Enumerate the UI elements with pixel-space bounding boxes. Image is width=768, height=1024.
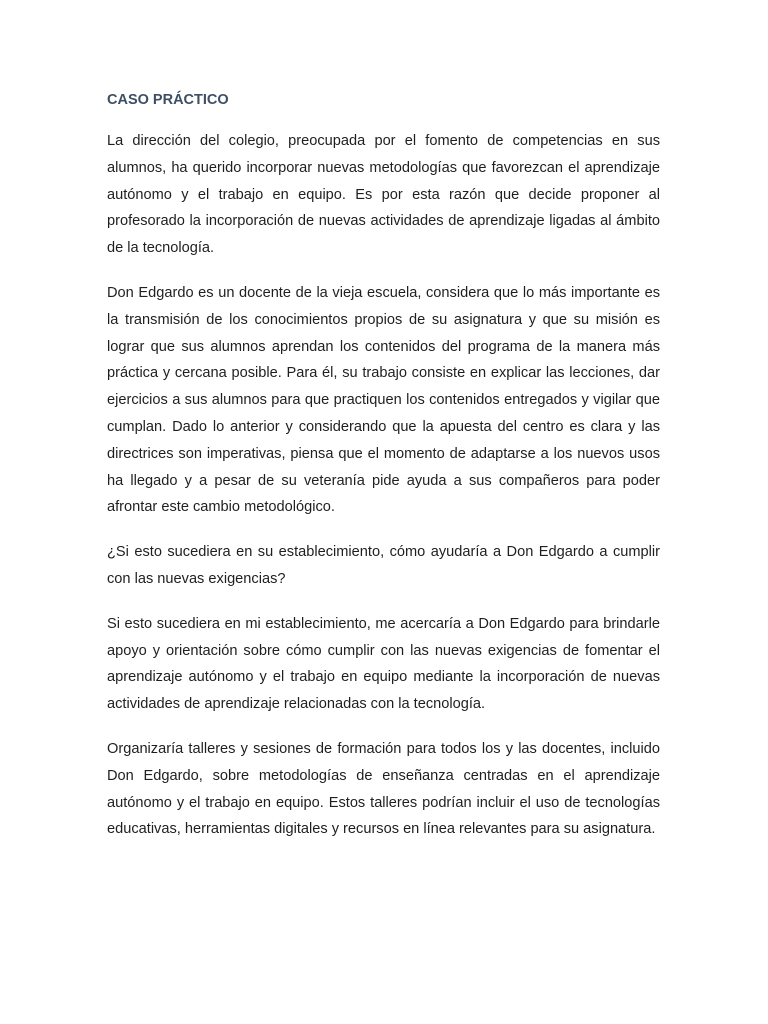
paragraph-don-edgardo: Don Edgardo es un docente de la vieja escuela, considera que lo más importante es la transmisión de los conocimientos propios de su asignatura y que su misión es lograr que sus alumnos aprendan los contenidos del programa de la manera más práctica y cercana posible. Para él, su trabajo consiste en explicar las lecciones, dar ejercicios a sus alumnos para que practiquen los contenidos entregados y vigilar que cumplan. Dado lo anterior y considerando que la apuesta del centro es clara y las directrices son imperativas, piensa que el momento de adaptarse a los nuevos usos ha llegado y a pesar de su veteranía pide ayuda a sus compañeros para poder afrontar este cambio metodológico. [107, 284, 660, 516]
paragraph-answer-2: Organizaría talleres y sesiones de formación para todos los y las docentes, incluido Don Edgardo, sobre metodologías de enseñanza centradas en el aprendizaje autónomo y el trabajo en equipo. Estos talleres podrían incluir el uso de tecnologías educativas, herramientas digitales y recursos en línea relevantes para su asignatura. [107, 740, 660, 838]
paragraph-context: La dirección del colegio, preocupada por el fomento de competencias en sus alumnos, ha querido incorporar nuevas metodologías que favorezcan el aprendizaje autónomo y el trabajo en equipo. Es por esta razón que decide proponer al profesorado la incorporación de nuevas actividades de aprendizaje ligadas al ámbito de la tecnología. [107, 133, 660, 257]
paragraph-question: ¿Si esto sucediera en su establecimiento, cómo ayudaría a Don Edgardo a cumplir con las nuevas exigencias? [107, 544, 660, 587]
paragraph-answer-1: Si esto sucediera en mi establecimiento, me acercaría a Don Edgardo para brindarle apoyo y orientación sobre cómo cumplir con las nuevas exigencias de fomentar el aprendizaje autónomo y el trabajo en equipo mediante la incorporación de nuevas actividades de aprendizaje relacionadas con la tecnología. [107, 615, 660, 713]
document-page [107, 90, 660, 861]
document-heading: CASO PRÁCTICO [107, 92, 229, 108]
